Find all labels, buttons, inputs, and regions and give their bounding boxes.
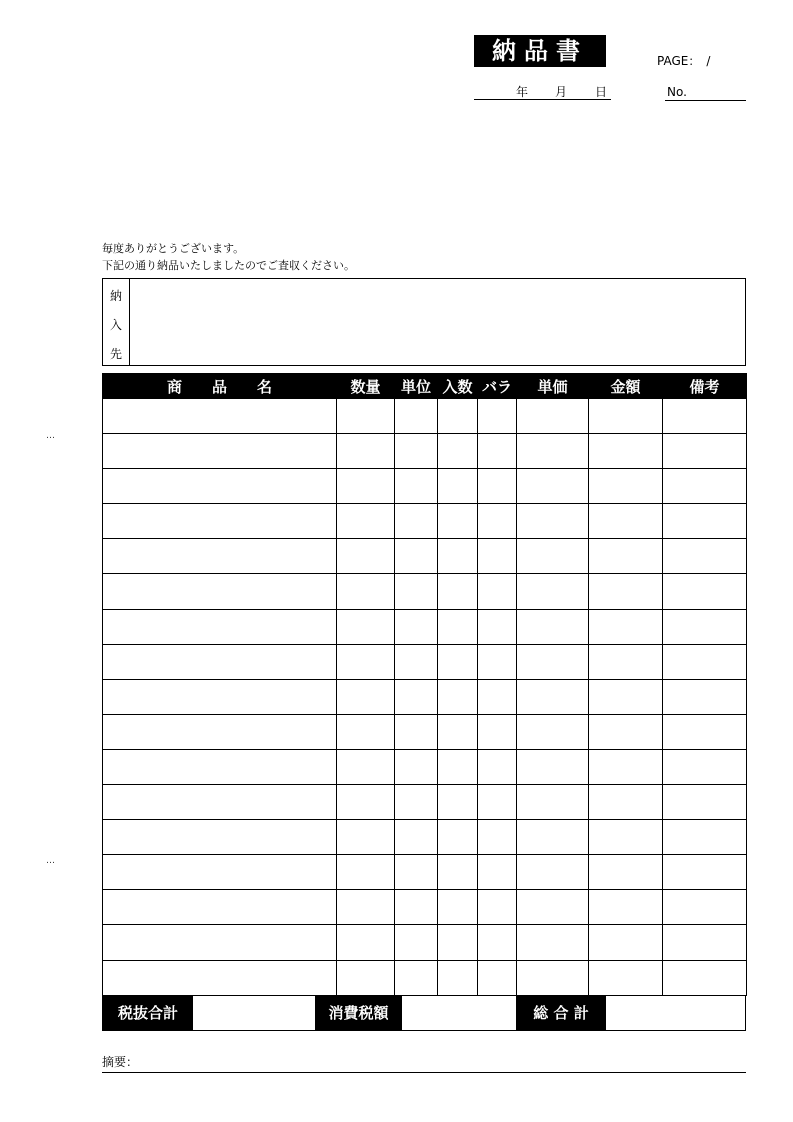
grand-total-field[interactable]	[606, 996, 745, 1030]
table-row	[103, 469, 747, 504]
cell-product-name[interactable]	[103, 574, 337, 609]
table-row	[103, 679, 747, 714]
cell-product-name[interactable]	[103, 399, 337, 434]
cell-unit-price[interactable]	[517, 469, 589, 504]
cell-loose[interactable]	[478, 714, 517, 749]
column-header-loose: バラ	[478, 374, 517, 399]
cell-amount[interactable]	[589, 749, 663, 784]
cell-quantity[interactable]	[337, 469, 395, 504]
cell-loose[interactable]	[478, 469, 517, 504]
cell-quantity[interactable]	[337, 399, 395, 434]
subtotal-label: 税抜合計	[103, 996, 193, 1030]
cell-amount[interactable]	[589, 820, 663, 855]
cell-unit[interactable]	[395, 749, 438, 784]
table-row	[103, 574, 747, 609]
totals-row	[102, 995, 746, 1031]
table-row	[103, 925, 747, 960]
memo-field[interactable]	[102, 1072, 746, 1073]
column-header-quantity: 数量	[337, 374, 395, 399]
cell-amount[interactable]	[589, 714, 663, 749]
column-header-unit: 単位	[395, 374, 438, 399]
cell-unit[interactable]	[395, 469, 438, 504]
cell-unit-price[interactable]	[517, 609, 589, 644]
cell-loose[interactable]	[478, 399, 517, 434]
greeting-line-1: 毎度ありがとうございます。	[102, 242, 245, 255]
subtotal-field[interactable]	[193, 996, 315, 1030]
cell-pack-count[interactable]	[438, 820, 478, 855]
cell-pack-count[interactable]	[438, 609, 478, 644]
margin-mark: …	[46, 431, 55, 441]
cell-quantity[interactable]	[337, 714, 395, 749]
table-row	[103, 855, 747, 890]
cell-loose[interactable]	[478, 609, 517, 644]
cell-amount[interactable]	[589, 644, 663, 679]
tax-amount-label: 消費税額	[315, 996, 402, 1030]
cell-quantity[interactable]	[337, 890, 395, 925]
cell-pack-count[interactable]	[438, 539, 478, 574]
cell-loose[interactable]	[478, 644, 517, 679]
cell-quantity[interactable]	[337, 609, 395, 644]
cell-remarks[interactable]	[663, 469, 747, 504]
cell-loose[interactable]	[478, 855, 517, 890]
table-row	[103, 644, 747, 679]
cell-remarks[interactable]	[663, 399, 747, 434]
cell-quantity[interactable]	[337, 855, 395, 890]
cell-loose[interactable]	[478, 925, 517, 960]
cell-amount[interactable]	[589, 679, 663, 714]
cell-unit[interactable]	[395, 960, 438, 995]
table-row	[103, 434, 747, 469]
cell-quantity[interactable]	[337, 785, 395, 820]
cell-amount[interactable]	[589, 890, 663, 925]
cell-product-name[interactable]	[103, 855, 337, 890]
cell-product-name[interactable]	[103, 714, 337, 749]
delivery-label-char: 入	[110, 318, 123, 332]
cell-pack-count[interactable]	[438, 925, 478, 960]
table-row	[103, 785, 747, 820]
cell-amount[interactable]	[589, 609, 663, 644]
cell-loose[interactable]	[478, 504, 517, 539]
cell-pack-count[interactable]	[438, 399, 478, 434]
items-table	[102, 373, 747, 996]
column-header-remarks: 備考	[663, 374, 747, 399]
cell-remarks[interactable]	[663, 785, 747, 820]
cell-amount[interactable]	[589, 960, 663, 995]
cell-unit[interactable]	[395, 399, 438, 434]
cell-quantity[interactable]	[337, 644, 395, 679]
cell-unit-price[interactable]	[517, 785, 589, 820]
cell-pack-count[interactable]	[438, 434, 478, 469]
cell-amount[interactable]	[589, 855, 663, 890]
cell-product-name[interactable]	[103, 609, 337, 644]
cell-pack-count[interactable]	[438, 855, 478, 890]
cell-product-name[interactable]	[103, 504, 337, 539]
tax-amount-field[interactable]	[402, 996, 516, 1030]
delivery-destination-label	[103, 279, 130, 365]
table-header-row	[103, 374, 747, 399]
cell-remarks[interactable]	[663, 714, 747, 749]
cell-remarks[interactable]	[663, 679, 747, 714]
cell-unit-price[interactable]	[517, 574, 589, 609]
cell-unit-price[interactable]	[517, 504, 589, 539]
cell-unit[interactable]	[395, 714, 438, 749]
cell-loose[interactable]	[478, 434, 517, 469]
cell-remarks[interactable]	[663, 504, 747, 539]
cell-amount[interactable]	[589, 925, 663, 960]
table-row	[103, 749, 747, 784]
cell-amount[interactable]	[589, 574, 663, 609]
cell-remarks[interactable]	[663, 644, 747, 679]
page-number-label: PAGE： /	[657, 54, 711, 68]
cell-unit-price[interactable]	[517, 399, 589, 434]
table-row	[103, 890, 747, 925]
delivery-label-char: 先	[110, 347, 123, 361]
cell-remarks[interactable]	[663, 749, 747, 784]
cell-remarks[interactable]	[663, 820, 747, 855]
cell-product-name[interactable]	[103, 469, 337, 504]
memo-label: 摘要：	[102, 1055, 139, 1069]
cell-loose[interactable]	[478, 679, 517, 714]
cell-loose[interactable]	[478, 785, 517, 820]
cell-amount[interactable]	[589, 785, 663, 820]
cell-amount[interactable]	[589, 504, 663, 539]
cell-unit[interactable]	[395, 434, 438, 469]
cell-unit[interactable]	[395, 574, 438, 609]
cell-unit-price[interactable]	[517, 960, 589, 995]
cell-pack-count[interactable]	[438, 785, 478, 820]
cell-pack-count[interactable]	[438, 714, 478, 749]
cell-amount[interactable]	[589, 399, 663, 434]
cell-remarks[interactable]	[663, 434, 747, 469]
date-month-label: 月	[555, 85, 568, 99]
cell-unit-price[interactable]	[517, 890, 589, 925]
cell-pack-count[interactable]	[438, 749, 478, 784]
cell-pack-count[interactable]	[438, 890, 478, 925]
cell-unit-price[interactable]	[517, 855, 589, 890]
cell-product-name[interactable]	[103, 679, 337, 714]
cell-quantity[interactable]	[337, 434, 395, 469]
delivery-destination-box[interactable]	[102, 278, 746, 366]
table-row	[103, 504, 747, 539]
cell-quantity[interactable]	[337, 820, 395, 855]
cell-unit[interactable]	[395, 679, 438, 714]
cell-remarks[interactable]	[663, 539, 747, 574]
cell-product-name[interactable]	[103, 434, 337, 469]
cell-unit-price[interactable]	[517, 644, 589, 679]
cell-unit[interactable]	[395, 785, 438, 820]
cell-unit[interactable]	[395, 925, 438, 960]
table-row	[103, 399, 747, 434]
table-row	[103, 820, 747, 855]
cell-product-name[interactable]	[103, 925, 337, 960]
cell-product-name[interactable]	[103, 644, 337, 679]
grand-total-label: 総 合 計	[516, 996, 606, 1030]
date-field[interactable]	[474, 82, 611, 100]
table-row	[103, 609, 747, 644]
cell-unit[interactable]	[395, 539, 438, 574]
cell-pack-count[interactable]	[438, 644, 478, 679]
cell-unit-price[interactable]	[517, 679, 589, 714]
cell-unit-price[interactable]	[517, 749, 589, 784]
cell-product-name[interactable]	[103, 749, 337, 784]
cell-remarks[interactable]	[663, 574, 747, 609]
column-header-unit-price: 単価	[517, 374, 589, 399]
cell-unit[interactable]	[395, 644, 438, 679]
cell-quantity[interactable]	[337, 960, 395, 995]
cell-remarks[interactable]	[663, 890, 747, 925]
table-row	[103, 960, 747, 995]
cell-product-name[interactable]	[103, 890, 337, 925]
date-day-label: 日	[595, 85, 608, 99]
cell-loose[interactable]	[478, 960, 517, 995]
cell-pack-count[interactable]	[438, 679, 478, 714]
cell-remarks[interactable]	[663, 925, 747, 960]
cell-loose[interactable]	[478, 749, 517, 784]
cell-quantity[interactable]	[337, 574, 395, 609]
margin-mark: …	[46, 856, 55, 866]
cell-unit[interactable]	[395, 820, 438, 855]
cell-unit-price[interactable]	[517, 820, 589, 855]
cell-remarks[interactable]	[663, 855, 747, 890]
cell-loose[interactable]	[478, 574, 517, 609]
column-header-product-name: 商 品 名	[103, 374, 337, 399]
cell-unit-price[interactable]	[517, 539, 589, 574]
table-row	[103, 714, 747, 749]
cell-unit-price[interactable]	[517, 434, 589, 469]
cell-product-name[interactable]	[103, 820, 337, 855]
document-number-field[interactable]	[665, 83, 746, 101]
document-number-label: No.	[667, 85, 687, 99]
table-row	[103, 539, 747, 574]
date-year-label: 年	[516, 85, 529, 99]
cell-quantity[interactable]	[337, 749, 395, 784]
column-header-amount: 金額	[589, 374, 663, 399]
cell-remarks[interactable]	[663, 960, 747, 995]
cell-unit-price[interactable]	[517, 925, 589, 960]
cell-quantity[interactable]	[337, 539, 395, 574]
cell-pack-count[interactable]	[438, 504, 478, 539]
cell-loose[interactable]	[478, 890, 517, 925]
cell-quantity[interactable]	[337, 679, 395, 714]
greeting-line-2: 下記の通り納品いたしましたのでご査収ください。	[102, 259, 355, 272]
cell-loose[interactable]	[478, 539, 517, 574]
cell-product-name[interactable]	[103, 785, 337, 820]
cell-pack-count[interactable]	[438, 469, 478, 504]
cell-unit-price[interactable]	[517, 714, 589, 749]
cell-unit[interactable]	[395, 855, 438, 890]
cell-amount[interactable]	[589, 539, 663, 574]
cell-quantity[interactable]	[337, 925, 395, 960]
cell-unit[interactable]	[395, 890, 438, 925]
cell-pack-count[interactable]	[438, 574, 478, 609]
cell-unit[interactable]	[395, 504, 438, 539]
document-title: 納品書	[474, 35, 606, 67]
cell-quantity[interactable]	[337, 504, 395, 539]
cell-unit[interactable]	[395, 609, 438, 644]
cell-pack-count[interactable]	[438, 960, 478, 995]
cell-loose[interactable]	[478, 820, 517, 855]
cell-product-name[interactable]	[103, 539, 337, 574]
cell-remarks[interactable]	[663, 609, 747, 644]
cell-amount[interactable]	[589, 434, 663, 469]
cell-amount[interactable]	[589, 469, 663, 504]
delivery-label-char: 納	[110, 289, 123, 303]
column-header-pack-count: 入数	[438, 374, 478, 399]
cell-product-name[interactable]	[103, 960, 337, 995]
